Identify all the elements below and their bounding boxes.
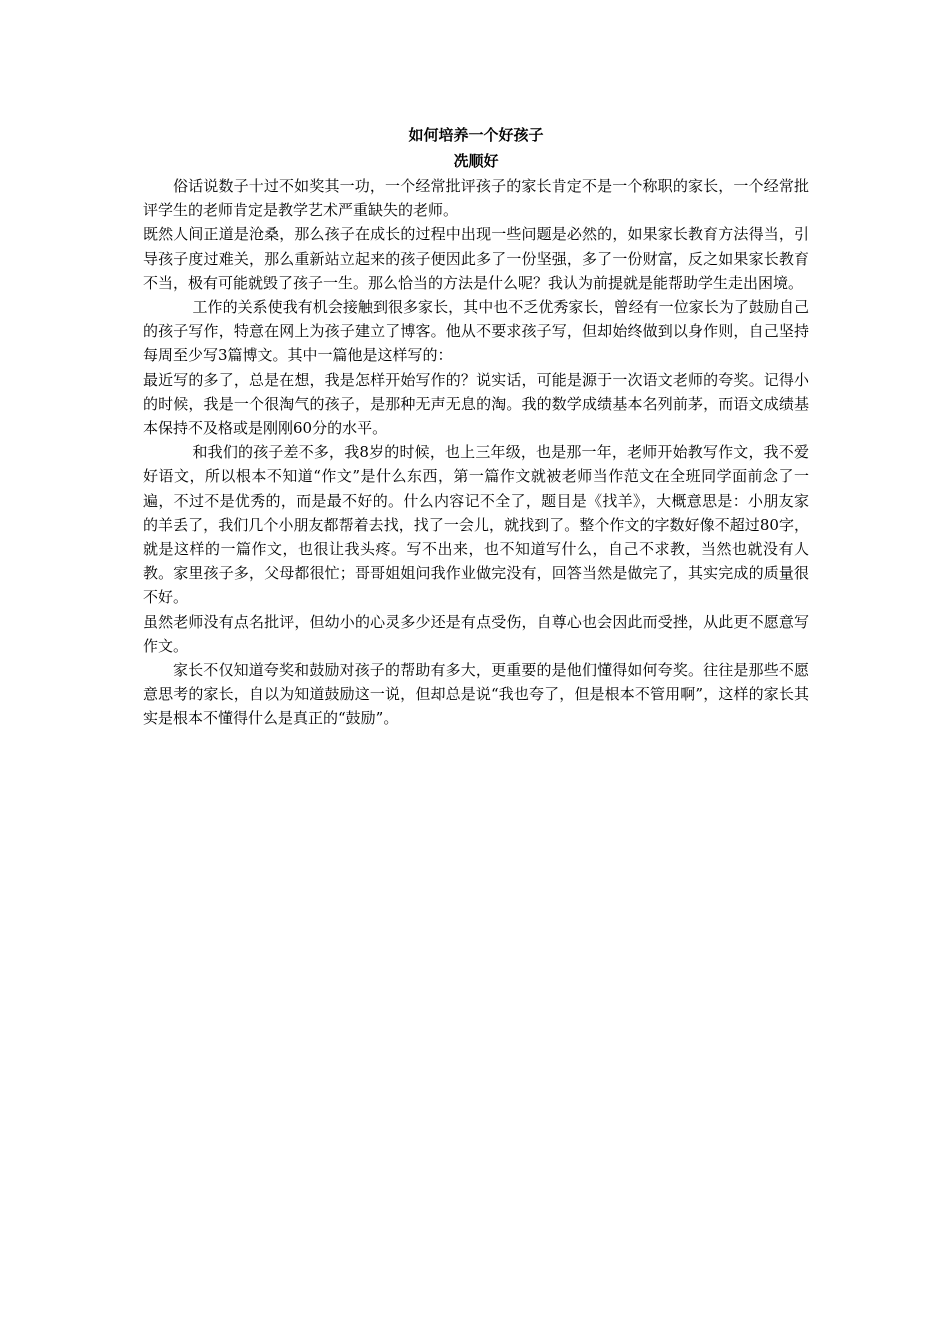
paragraph: 俗话说数子十过不如奖其一功，一个经常批评孩子的家长肯定不是一个称职的家长，一个经常批评学生的老师肯定是教学艺术严重缺失的老师。 [143, 177, 809, 220]
paragraph: 最近写的多了，总是在想，我是怎样开始写作的？说实话，可能是源于一次语文老师的夸奖。记得小的时候，我是一个很淘气的孩子，是那种无声无息的淘。我的数学成绩基本名列前茅，而语文成绩基本保持不及格或是刚刚60分的水平。 [143, 370, 809, 438]
paragraph: 工作的关系使我有机会接触到很多家长，其中也不乏优秀家长，曾经有一位家长为了鼓励自己的孩子写作，特意在网上为孩子建立了博客。他从不要求孩子写，但却始终做到以身作则，自己坚持每周至少写3篇博文。其中一篇他是这样写的： [143, 298, 809, 365]
paragraph: 虽然老师没有点名批评，但幼小的心灵多少还是有点受伤，自尊心也会因此而受挫，从此更不愿意写作文。 [143, 612, 809, 655]
paragraph: 和我们的孩子差不多，我8岁的时候，也上三年级，也是那一年，老师开始教写作文，我不爱好语文，所以根本不知道“作文”是什么东西，第一篇作文就被老师当作范文在全班同学面前念了一遍，不过不是优秀的，而是最不好的。什么内容记不全了，题目是《找羊》，大概意思是：小朋友家的羊丢了，我们几个小朋友都帮着去找，找了一会儿，就找到了。整个作文的字数好像不超过80字，就是这样的一篇作文，也很让我头疼。写不出来，也不知道写什么，自己不求教，当然也就没有人教。家里孩子多，父母都很忙；哥哥姐姐问我作业做完没有，回答当然是做完了，其实完成的质量很不好。 [143, 443, 809, 607]
document-title: 如何培养一个好孩子 [408, 126, 544, 144]
document-page [143, 122, 809, 731]
paragraph: 既然人间正道是沧桑，那么孩子在成长的过程中出现一些问题是必然的，如果家长教育方法得当，引导孩子度过难关，那么重新站立起来的孩子便因此多了一份坚强，多了一份财富，反之如果家长教育不当，极有可能就毁了孩子一生。那么恰当的方法是什么呢？我认为前提就是能帮助学生走出困境。 [143, 225, 809, 292]
document-author: 冼顺好 [453, 152, 499, 170]
paragraph: 家长不仅知道夸奖和鼓励对孩子的帮助有多大，更重要的是他们懂得如何夸奖。往往是那些不愿意思考的家长，自以为知道鼓励这一说，但却总是说“我也夸了，但是根本不管用啊”，这样的家长其实是根本不懂得什么是真正的“鼓励”。 [143, 661, 809, 728]
